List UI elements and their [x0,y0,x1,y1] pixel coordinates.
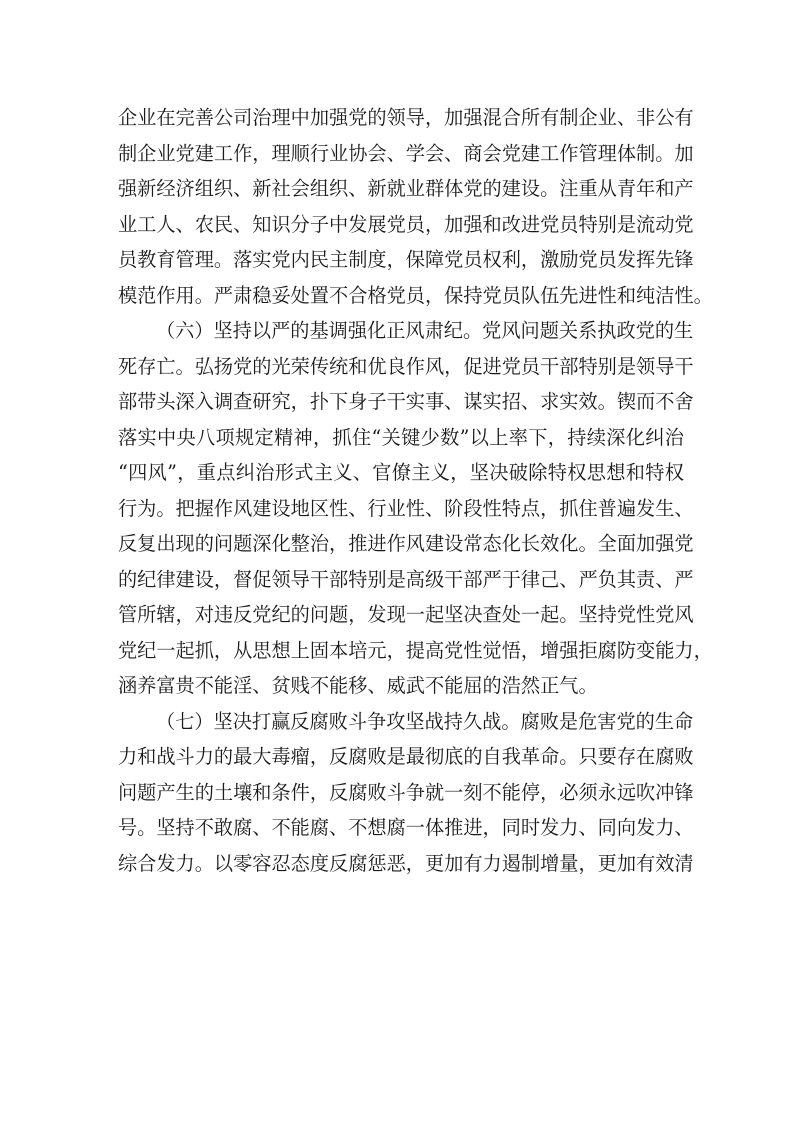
text-line: 员教育管理。落实党内民主制度，保障党员权利，激励党员发挥先锋 [118,248,694,271]
text-line: 反复出现的问题深化整治，推进作风建设常态化长效化。全面加强党 [118,532,694,555]
text-line: 综合发力。以零容忍态度反腐惩恶，更加有力遏制增量，更加有效清 [118,851,694,875]
text-line: 的纪律建设，督促领导干部特别是高级干部严于律己、严负其责、严 [118,567,694,591]
text-line: 企业在完善公司治理中加强党的领导，加强混合所有制企业、非公有 [118,106,694,129]
paragraph [118,313,713,704]
text-line: 制企业党建工作，理顺行业协会、学会、商会党建工作管理体制。加 [118,141,694,165]
text-line: 涵养富贵不能淫、贫贱不能移、威武不能屈的浩然正气。 [118,674,598,697]
text-line: 党纪一起抓，从思想上固本培元，提高党性觉悟，增强拒腐防变能力， [118,638,713,662]
text-line: “四风”，重点纠治形式主义、官僚主义，坚决破除特权思想和特权 [118,461,684,484]
text-line: 业工人、农民、知识分子中发展党员，加强和改进党员特别是流动党 [118,212,694,236]
text-line: 力和战斗力的最大毒瘤，反腐败是最彻底的自我革命。只要存在腐败 [118,745,694,768]
text-line: 强新经济组织、新社会组织、新就业群体党的建设。注重从青年和产 [118,177,694,200]
text-line: 部带头深入调查研究，扑下身子干实事、谋实招、求实效。锲而不舍 [118,390,694,413]
document-body [118,100,713,881]
text-line: （六）坚持以严的基调强化正风肃纪。党风问题关系执政党的生 [156,319,694,342]
text-line: 管所辖，对违反党纪的问题，发现一起坚决查处一起。坚持党性党风 [118,603,694,626]
text-line: 死存亡。弘扬党的光荣传统和优良作风，促进党员干部特别是领导干 [118,354,694,378]
text-line: 行为。把握作风建设地区性、行业性、阶段性特点，抓住普遍发生、 [118,496,694,520]
text-line: 号。坚持不敢腐、不能腐、不想腐一体推进，同时发力、同向发力、 [118,816,694,839]
text-line: （七）坚决打赢反腐败斗争攻坚战持久战。腐败是危害党的生命 [156,709,694,733]
paragraph [118,100,713,313]
text-line: 模范作用。严肃稳妥处置不合格党员，保持党员队伍先进性和纯洁性。 [118,283,713,307]
text-line: 问题产生的土壤和条件，反腐败斗争就一刻不能停，必须永远吹冲锋 [118,780,694,804]
paragraph [118,704,694,882]
text-line: 落实中央八项规定精神，抓住“关键少数”以上率下，持续深化纠治 [118,425,684,449]
